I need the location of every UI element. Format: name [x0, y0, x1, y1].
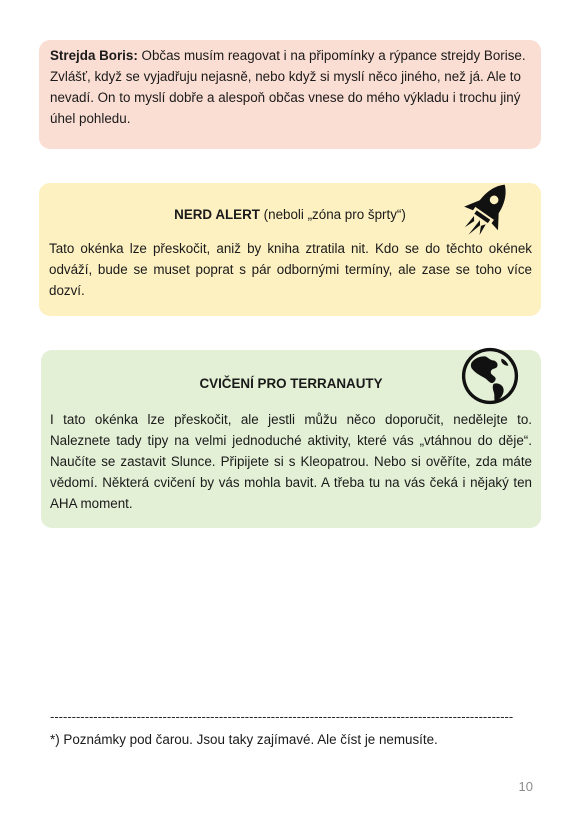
nerd-alert-title-bold: NERD ALERT: [174, 207, 260, 222]
boris-note-text: Občas musím reagovat i na připomínky a rýpance strejdy Borise. Zvlášť, když se vyjadřuju nejasně, nebo když si myslí něco jiného, než já. Ale to nevadí. On to myslí dobře a alespoň občas vnese do mého výkladu i trochu jiný úhel pohledu.: [50, 48, 526, 126]
footnote-rule: -----------------------------------------------------------------------------------------------------------: [50, 709, 514, 724]
cviceni-box: [41, 350, 541, 528]
cviceni-title: CVIČENÍ PRO TERRANAUTY: [199, 376, 383, 391]
nerd-alert-title-rest: (neboli „zóna pro šprty“): [259, 207, 406, 222]
boris-note-paragraph: [50, 45, 531, 129]
boris-note-label: Strejda Boris:: [50, 48, 138, 63]
page-number: 10: [518, 779, 533, 794]
nerd-alert-box: [39, 183, 541, 316]
nerd-alert-text: Tato okénka lze přeskočit, aniž by kniha ztratila nit. Kdo se do těchto okének odváží, bude se muset poprat s pár odbornými termíny, ale zase se toho více dozví.: [49, 241, 532, 298]
nerd-alert-title: [39, 204, 541, 225]
cviceni-text: I tato okénka lze přeskočit, ale jestli můžu něco doporučit, nedělejte to. Naleznete tady tipy na velmi jednoduché aktivity, které vás „vtáhnou do děje“. Naučíte se zastavit Slunce. Připijete si s Kleopatrou. Nebo si ověříte, zda máte vědomí. Některá cvičení by vás mohla bavit. A třeba tu na vás čeká i nějaký ten AHA moment.: [50, 412, 532, 511]
boris-note-box: [39, 40, 541, 149]
footnote-text: *) Poznámky pod čarou. Jsou taky zajímavé. Ale číst je nemusíte.: [50, 732, 438, 747]
